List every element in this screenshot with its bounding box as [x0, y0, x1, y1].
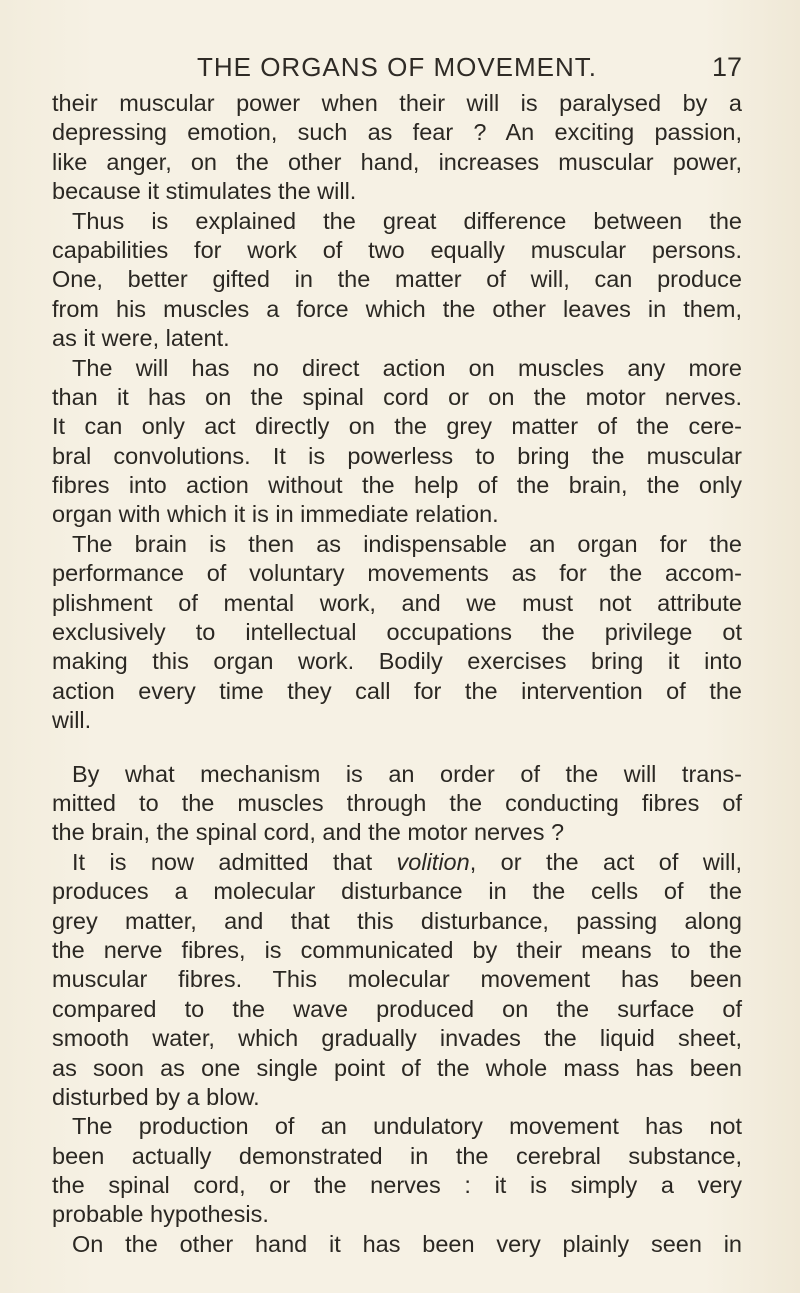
- text-line: It can only act directly on the grey matter of the cere-: [52, 413, 742, 440]
- text-line: The production of an undulatory movement has not: [72, 1113, 742, 1140]
- text-line: their muscular power when their will is paralysed by a: [52, 90, 742, 116]
- text-line: the spinal cord, or the nerves : it is simply a very: [52, 1172, 742, 1199]
- text-line: like anger, on the other hand, increases muscular power,: [52, 148, 742, 175]
- text-line: from his muscles a force which the other leaves in them,: [52, 295, 742, 322]
- text-line: disturbed by a blow.: [52, 1083, 260, 1110]
- text-line: By what mechanism is an order of the will trans-: [72, 760, 742, 787]
- text-line: because it stimulates the will.: [52, 178, 357, 205]
- section-gap: [52, 736, 742, 760]
- text-line: than it has on the spinal cord or on the motor nerves.: [52, 383, 742, 410]
- text-line: smooth water, which gradually invades the liquid sheet,: [52, 1025, 742, 1052]
- text-line: as it were, latent.: [52, 325, 230, 352]
- text-line: depressing emotion, such as fear ? An exciting passion,: [52, 119, 742, 146]
- text-line: been actually demonstrated in the cerebral substance,: [52, 1142, 742, 1169]
- text-line: the nerve fibres, is communicated by their means to the: [52, 936, 742, 963]
- emphasized-term: volition: [396, 848, 470, 875]
- text-line: performance of voluntary movements as for the accom-: [52, 560, 742, 587]
- text-line: organ with which it is in immediate relation.: [52, 501, 499, 528]
- text-line: will.: [52, 707, 92, 734]
- text-line: capabilities for work of two equally muscular persons.: [52, 236, 742, 263]
- text-line: One, better gifted in the matter of will, can produce: [52, 266, 742, 293]
- text-line: The will has no direct action on muscles any more: [72, 354, 742, 381]
- text-line: action every time they call for the intervention of the: [52, 677, 742, 704]
- text-line: mitted to the muscles through the conducting fibres of: [52, 789, 742, 816]
- text-line: fibres into action without the help of the brain, the only: [52, 472, 742, 499]
- text-line: compared to the wave produced on the surface of: [52, 995, 742, 1022]
- text-line: making this organ work. Bodily exercises bring it into: [52, 648, 742, 675]
- text-fragment: , or the act of will,: [469, 848, 742, 875]
- text-line: muscular fibres. This molecular movement has been: [52, 966, 742, 993]
- text-line: as soon as one single point of the whole mass has been: [52, 1054, 742, 1081]
- text-line: On the other hand it has been very plainly seen in: [72, 1230, 742, 1257]
- text-line: the brain, the spinal cord, and the motor nerves ?: [52, 819, 565, 846]
- page-header: [52, 52, 742, 84]
- text-fragment: It is now admitted that: [72, 848, 397, 875]
- text-line-with-emphasis: [52, 848, 742, 877]
- text-line: plishment of mental work, and we must not attribute: [52, 589, 742, 616]
- running-title: THE ORGANS OF MOVEMENT.: [196, 52, 598, 82]
- text-line: grey matter, and that this disturbance, passing along: [52, 907, 742, 934]
- page-number: 17: [711, 52, 742, 82]
- text-line: bral convolutions. It is powerless to bring the muscular: [52, 442, 742, 469]
- text-line: produces a molecular disturbance in the cells of the: [52, 878, 742, 905]
- text-line: exclusively to intellectual occupations the privilege ot: [52, 619, 742, 646]
- page-body: [52, 89, 742, 1259]
- text-line: The brain is then as indispensable an organ for the: [72, 530, 742, 557]
- text-line: Thus is explained the great difference between the: [72, 207, 742, 234]
- text-line: probable hypothesis.: [52, 1201, 269, 1228]
